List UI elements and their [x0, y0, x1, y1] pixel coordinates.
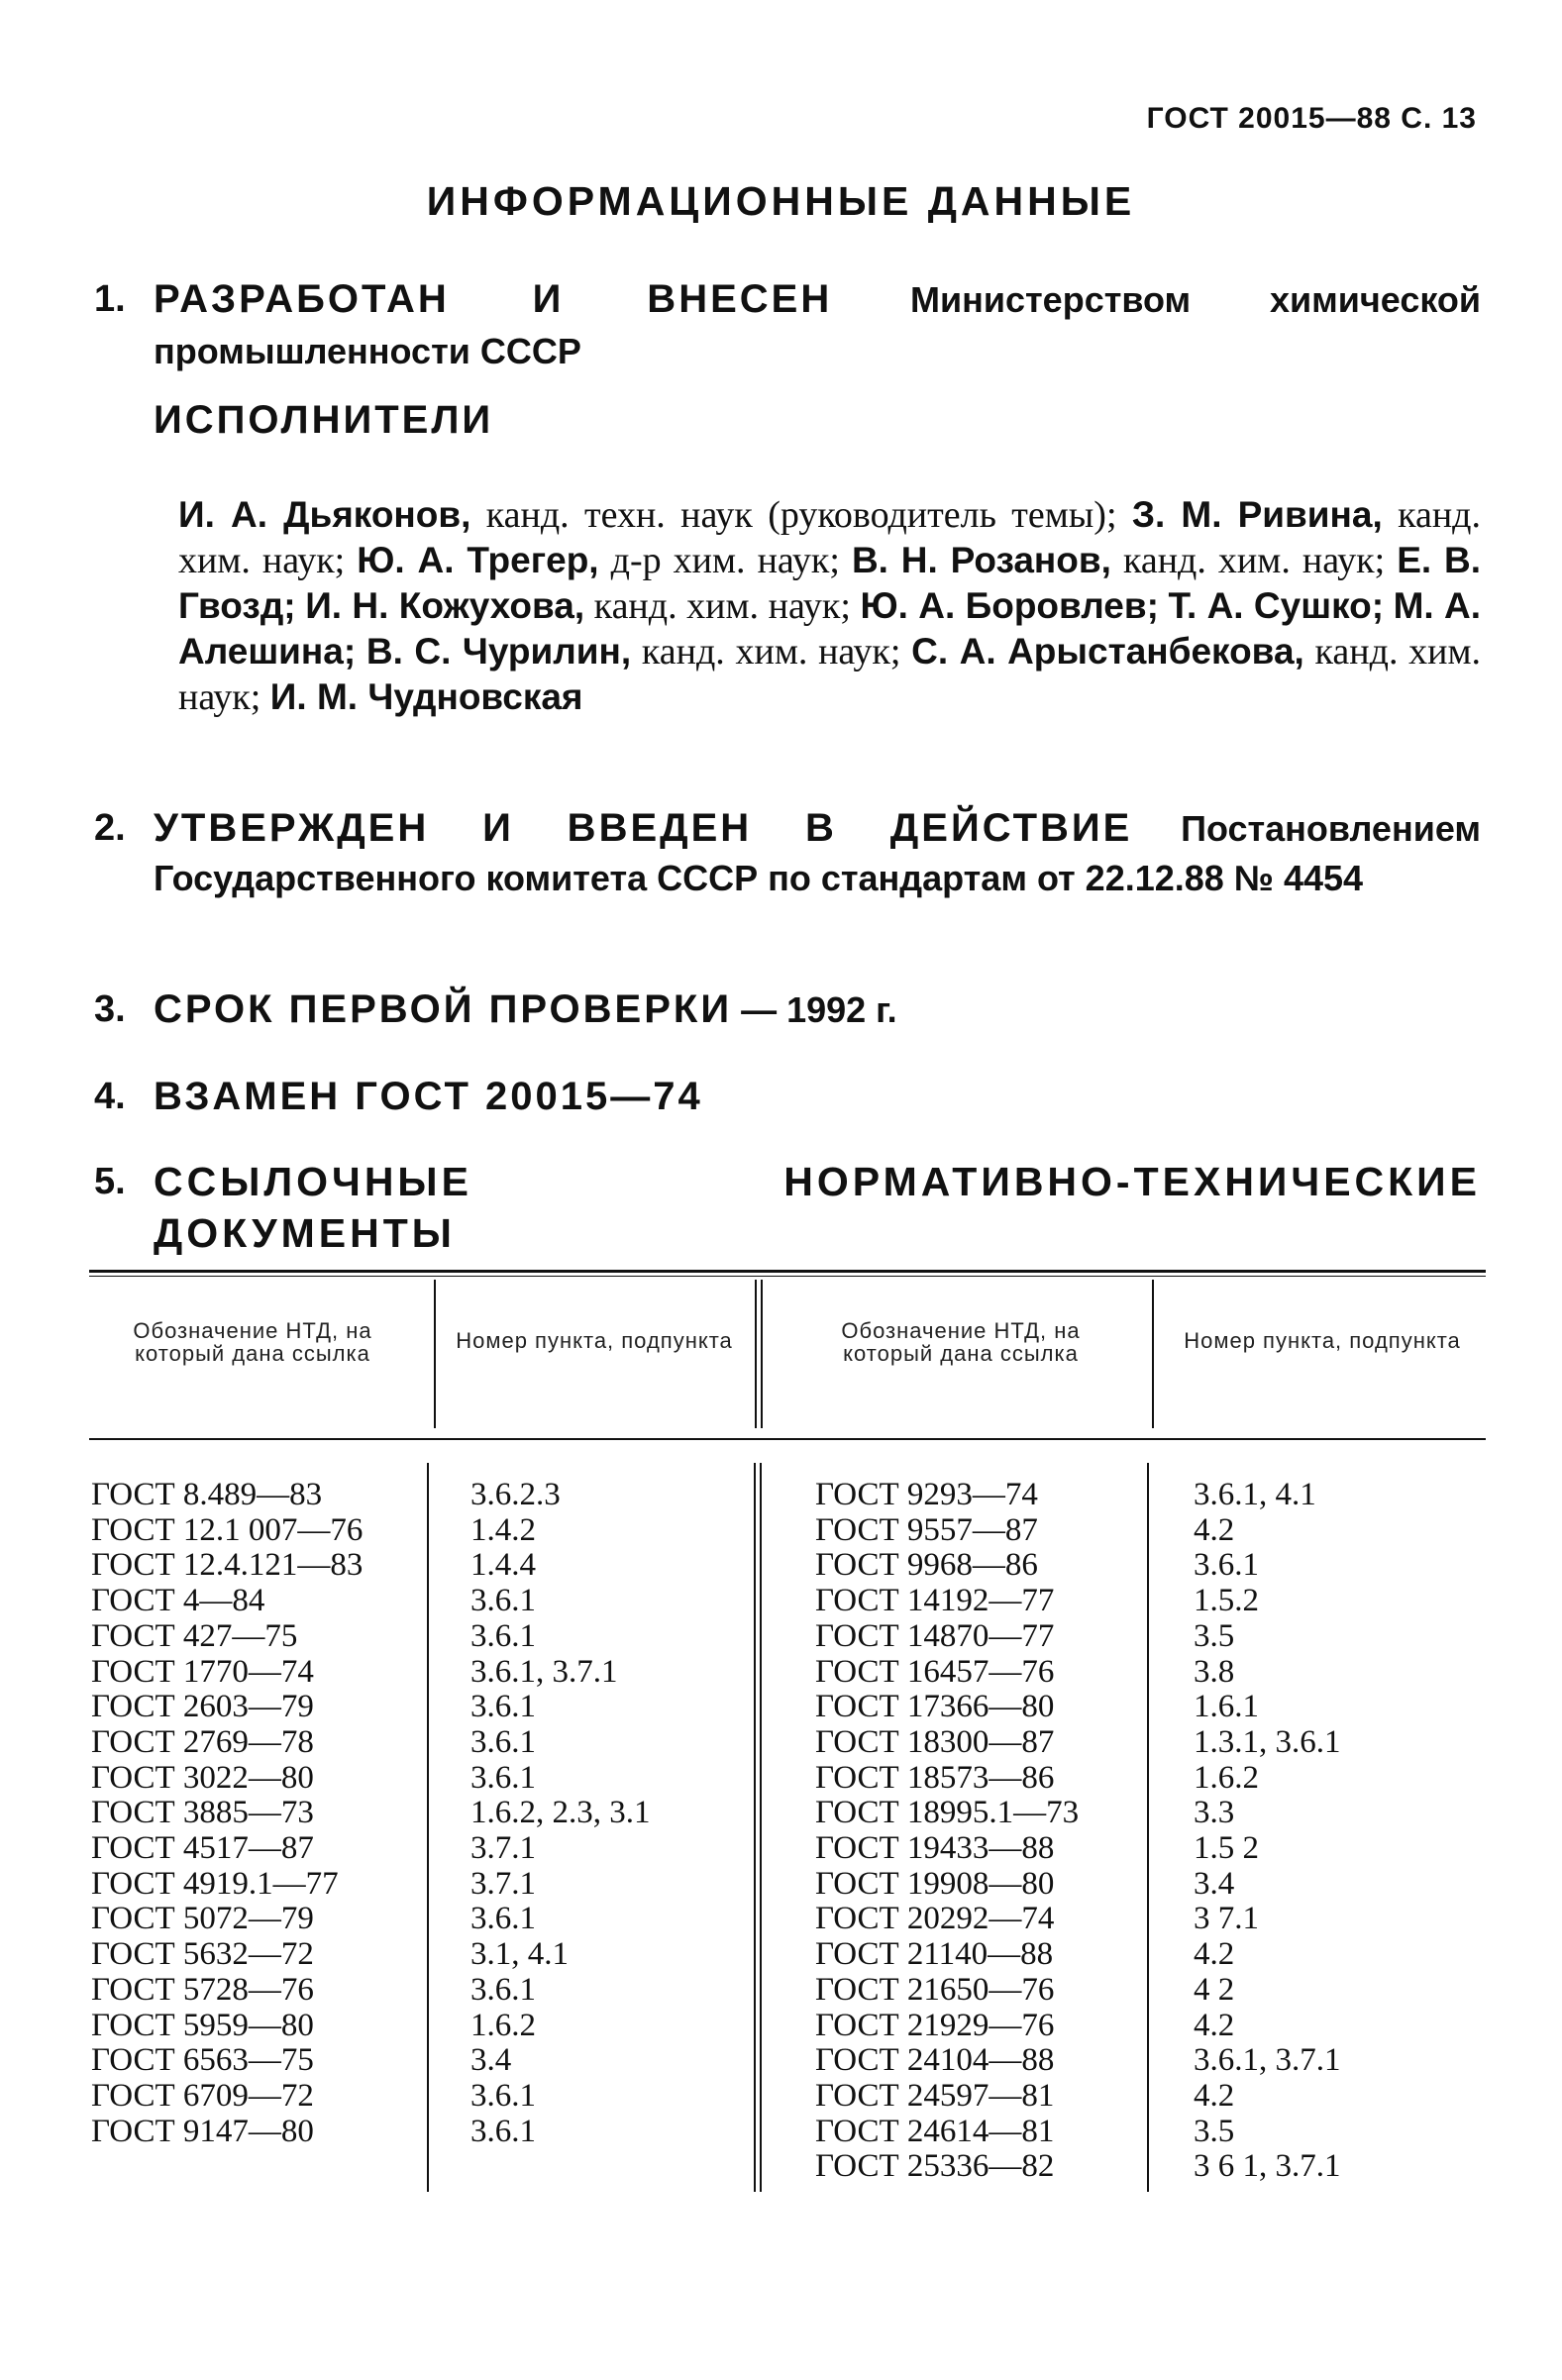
table-cell-doc: ГОСТ 4517—87 [91, 1830, 314, 1867]
table-cell-doc: ГОСТ 5959—80 [91, 2007, 314, 2043]
performer-role: д-р хим. наук; [598, 540, 840, 581]
table-cell-doc: ГОСТ 12.1 007—76 [91, 1511, 364, 1548]
table-cell-doc: ГОСТ 16457—76 [815, 1653, 1055, 1690]
table-cell-clause: 3.6.1 [470, 1759, 536, 1796]
performers-heading: ИСПОЛНИТЕЛИ [154, 398, 494, 442]
table-cell-clause: 1.5.2 [1194, 1583, 1259, 1619]
table-cell-doc: ГОСТ 427—75 [91, 1617, 298, 1654]
performer-role: канд. хим. наук; [631, 631, 901, 673]
table-cell-doc: ГОСТ 9557—87 [815, 1511, 1038, 1548]
left-docs-column [91, 1478, 363, 2149]
table-cell-clause: 3 7.1 [1194, 1901, 1259, 1937]
table-cell-clause: 1.6.2, 2.3, 3.1 [470, 1795, 651, 1831]
performer-name: И. А. Дьяконов, [178, 494, 471, 535]
table-cell-clause: 3.6.1 [1194, 1547, 1259, 1584]
page-header: ГОСТ 20015—88 С. 13 [1146, 102, 1477, 135]
table-cell-clause: 3.6.1 [470, 1723, 536, 1760]
table-cell-doc: ГОСТ 21929—76 [815, 2007, 1055, 2043]
divider-body-1 [427, 1463, 429, 2192]
table-cell-doc: ГОСТ 3022—80 [91, 1759, 314, 1796]
section-1-number: 1. [94, 278, 126, 320]
section-4 [94, 1071, 1481, 1123]
table-cell-doc: ГОСТ 5072—79 [91, 1901, 314, 1937]
divider-header-1 [434, 1280, 436, 1428]
table-cell-doc: ГОСТ 12.4.121—83 [91, 1547, 364, 1584]
table-cell-clause: 4.2 [1194, 1511, 1235, 1548]
section-2 [94, 804, 1481, 903]
table-cell-doc: ГОСТ 19433—88 [815, 1830, 1055, 1867]
table-cell-doc: ГОСТ 2603—79 [91, 1689, 314, 1725]
table-cell-clause: 3.6.1 [470, 1689, 536, 1725]
table-cell-clause: 1.4.2 [470, 1511, 536, 1548]
table-cell-clause: 3.6.1 [470, 2077, 536, 2114]
section-1-text: Министерством химической промышленности СССР [154, 279, 1482, 371]
section-1-heading: РАЗРАБОТАН И ВНЕСЕН [154, 277, 833, 321]
right-clauses-column [1194, 1478, 1341, 2185]
table-cell-clause: 1.4.4 [470, 1547, 536, 1584]
section-5-heading: ССЫЛОЧНЫЕ НОРМАТИВНО-ТЕХНИЧЕСКИЕ ДОКУМЕНТЫ [154, 1159, 1481, 1256]
performer-name: С. А. Арыстанбекова, [911, 631, 1304, 672]
table-cell-clause: 3 6 1, 3.7.1 [1194, 2148, 1341, 2185]
divider-header-2a [755, 1280, 757, 1428]
table-cell-clause: 3.1, 4.1 [470, 1936, 569, 1973]
table-cell-clause: 3.6.1, 3.7.1 [470, 1653, 618, 1690]
header-doc-right: Обозначение НТД, на который дана ссылка [841, 1318, 1081, 1366]
table-top-rule-thin [89, 1276, 1486, 1277]
performer-name: Е. В. Гвозд; [178, 540, 1481, 626]
table-cell-clause: 3.6.1 [470, 1901, 536, 1937]
table-cell-clause: 3.6.1 [470, 1583, 536, 1619]
table-cell-clause: 3.5 [1194, 1617, 1235, 1654]
divider-body-2b [760, 1463, 762, 2192]
divider-header-2b [761, 1280, 763, 1428]
table-cell-doc: ГОСТ 18995.1—73 [815, 1795, 1080, 1831]
performer-name: М. А. Алешина; [178, 585, 1482, 672]
left-clauses-column [470, 1478, 651, 2149]
table-cell-clause: 3.7.1 [470, 1830, 536, 1867]
section-4-heading: ВЗАМЕН ГОСТ 20015—74 [154, 1075, 703, 1118]
table-cell-doc: ГОСТ 8.489—83 [91, 1477, 323, 1512]
table-cell-doc: ГОСТ 4919.1—77 [91, 1865, 339, 1902]
table-cell-doc: ГОСТ 21650—76 [815, 1971, 1055, 2008]
table-cell-doc: ГОСТ 9147—80 [91, 2113, 314, 2149]
table-cell-doc: ГОСТ 17366—80 [815, 1689, 1055, 1725]
table-cell-clause: 1.6.2 [1194, 1759, 1259, 1796]
table-cell-clause: 3.6.1 [470, 2113, 536, 2149]
table-cell-doc: ГОСТ 18573—86 [815, 1759, 1055, 1796]
divider-body-3 [1147, 1463, 1149, 2192]
section-2-number: 2. [94, 807, 126, 849]
table-cell-doc: ГОСТ 24614—81 [815, 2113, 1055, 2149]
table-cell-doc: ГОСТ 9968—86 [815, 1547, 1038, 1584]
table-cell-clause: 1.6.2 [470, 2007, 536, 2043]
table-cell-clause: 1.3.1, 3.6.1 [1194, 1723, 1341, 1760]
reference-table [89, 1270, 1486, 2201]
table-cell-clause: 1.6.1 [1194, 1689, 1259, 1725]
table-cell-doc: ГОСТ 24104—88 [815, 2042, 1055, 2079]
table-cell-doc: ГОСТ 4—84 [91, 1583, 265, 1619]
table-cell-clause: 3.4 [470, 2042, 512, 2079]
section-5 [94, 1157, 1481, 1260]
table-cell-doc: ГОСТ 14192—77 [815, 1583, 1055, 1619]
table-cell-doc: ГОСТ 19908—80 [815, 1865, 1055, 1902]
performer-role: канд. хим. наук; [178, 494, 1482, 581]
performer-name: И. М. Чудновская [269, 676, 583, 717]
section-3-number: 3. [94, 988, 126, 1030]
section-3 [94, 983, 1481, 1036]
performer-role: канд. хим. наук; [584, 585, 851, 627]
section-3-heading: СРОК ПЕРВОЙ ПРОВЕРКИ [154, 987, 733, 1031]
table-cell-clause: 3.3 [1194, 1795, 1235, 1831]
divider-header-3 [1152, 1280, 1154, 1428]
table-cell-doc: ГОСТ 21140—88 [815, 1936, 1054, 1973]
header-clause-right: Номер пункта, подпункта [1184, 1328, 1461, 1353]
table-cell-doc: ГОСТ 2769—78 [91, 1723, 314, 1760]
performer-name: Т. А. Сушко; [1168, 585, 1385, 626]
table-cell-doc: ГОСТ 14870—77 [815, 1617, 1055, 1654]
table-cell-doc: ГОСТ 1770—74 [91, 1653, 314, 1690]
table-cell-clause: 3.6.2.3 [470, 1477, 561, 1512]
table-cell-clause: 3.5 [1194, 2113, 1235, 2149]
table-top-rule [89, 1270, 1486, 1273]
header-doc-left: Обозначение НТД, на который дана ссылка [133, 1318, 372, 1366]
table-cell-doc: ГОСТ 24597—81 [815, 2077, 1055, 2114]
performer-name: Ю. А. Трегер, [357, 540, 599, 580]
performer-role: канд. хим. наук; [178, 631, 1482, 718]
performer-name: В. С. Чурилин, [365, 631, 632, 672]
section-1 [94, 273, 1481, 377]
table-cell-clause: 3.8 [1194, 1653, 1235, 1690]
header-clause-left: Номер пункта, подпункта [456, 1328, 733, 1353]
table-cell-doc: ГОСТ 9293—74 [815, 1477, 1038, 1512]
table-cell-clause: 4.2 [1194, 1936, 1235, 1973]
performer-role: канд. техн. наук (руководитель темы); [470, 494, 1117, 536]
performer-name: И. Н. Кожухова, [305, 585, 585, 626]
right-docs-column [815, 1478, 1079, 2185]
section-4-number: 4. [94, 1076, 126, 1117]
performer-name: Ю. А. Боровлев; [860, 585, 1159, 626]
table-cell-doc: ГОСТ 3885—73 [91, 1795, 314, 1831]
table-cell-clause: 4 2 [1194, 1971, 1235, 2008]
table-cell-clause: 3.6.1 [470, 1617, 536, 1654]
table-cell-doc: ГОСТ 18300—87 [815, 1723, 1055, 1760]
divider-body-2a [754, 1463, 756, 2192]
section-2-heading: УТВЕРЖДЕН И ВВЕДЕН В ДЕЙСТВИЕ [154, 806, 1133, 850]
table-cell-doc: ГОСТ 5728—76 [91, 1971, 314, 2008]
table-cell-clause: 3.6.1, 4.1 [1194, 1477, 1316, 1512]
table-cell-doc: ГОСТ 5632—72 [91, 1936, 314, 1973]
section-5-number: 5. [94, 1161, 126, 1202]
table-cell-clause: 4.2 [1194, 2077, 1235, 2114]
table-cell-doc: ГОСТ 6709—72 [91, 2077, 314, 2114]
performer-name: В. Н. Розанов, [851, 540, 1111, 580]
section-3-text: — 1992 г. [741, 989, 897, 1030]
performer-role: канд. хим. наук; [1110, 540, 1386, 581]
performers-list [178, 492, 1481, 720]
table-cell-clause: 3.4 [1194, 1865, 1235, 1902]
table-cell-doc: ГОСТ 20292—74 [815, 1901, 1055, 1937]
table-cell-doc: ГОСТ 25336—82 [815, 2148, 1055, 2185]
table-cell-clause: 3.7.1 [470, 1865, 536, 1902]
table-cell-clause: 4.2 [1194, 2007, 1235, 2043]
table-header-rule [89, 1438, 1486, 1440]
table-cell-doc: ГОСТ 6563—75 [91, 2042, 314, 2079]
page-title: ИНФОРМАЦИОННЫЕ ДАННЫЕ [426, 178, 1136, 224]
performer-name: З. М. Ривина, [1131, 494, 1383, 535]
table-cell-clause: 1.5 2 [1194, 1830, 1259, 1867]
table-cell-clause: 3.6.1, 3.7.1 [1194, 2042, 1341, 2079]
section-2-text: Постановлением Государственного комитета СССР по стандартам от 22.12.88 № 4454 [154, 808, 1482, 898]
table-cell-clause: 3.6.1 [470, 1971, 536, 2008]
